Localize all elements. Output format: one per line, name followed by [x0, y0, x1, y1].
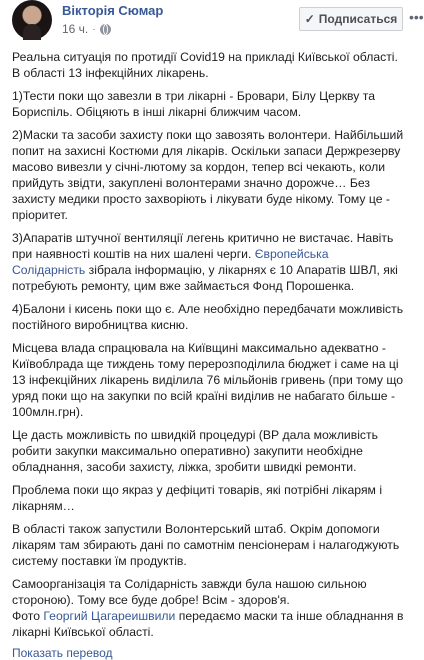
paragraph-deficit: Проблема поки що якраз у дефіциті товарів, які потрібні лікарям і лікарням… — [12, 483, 383, 513]
post-body — [12, 49, 407, 640]
meta-separator: · — [92, 23, 96, 35]
eurosolidarity-link[interactable]: Європейська Солідарність — [12, 247, 329, 277]
see-translation-link[interactable]: Показать перевод — [12, 646, 113, 660]
paragraph-closing — [12, 576, 405, 640]
paragraph-intro: Реальна ситуація по протидії Covid19 на прикладі Київської області. В області 13 інфекційних лікарень. — [12, 50, 398, 80]
author-name[interactable]: Вікторія Сюмар — [62, 3, 164, 18]
subscribe-label: Подписаться — [318, 12, 398, 26]
paragraph-ventilators-text-a: 3)Апаратів штучної вентиляції легень критично не вистачає. Навіть при наявності коштів на них шалені черги. — [12, 231, 394, 261]
post-header — [12, 0, 424, 44]
paragraph-closing-text-a: Самоорганізація та Солідарність завжди була нашою сильною стороною). Тому все буде добре! Всім - здоров'я. — [12, 577, 367, 607]
paragraph-closing-text-b: Фото — [12, 609, 44, 623]
more-options-icon[interactable]: ••• — [409, 9, 424, 25]
paragraph-volunteer-hq: В області також запустили Волонтерський штаб. Окрім допомоги лікарям там збирають дані по самотнім пенсіонерам і налагоджують систему поставки їм продуктів. — [12, 522, 400, 568]
check-icon: ✓ — [304, 12, 315, 26]
paragraph-ventilators — [12, 230, 405, 294]
subscribe-button[interactable] — [299, 7, 403, 31]
globe-icon[interactable] — [100, 24, 111, 35]
author-avatar[interactable] — [12, 0, 52, 40]
paragraph-masks: 2)Маски та засоби захисту поки що завозять волонтери. Найбільший попит на захисні Костюми для лікарів. Оскільки запаси Держрезерву масово вивезли у січні-лютому за кордон, тепер всі чекають, коли прийдуть звідти, закуплені волонтерами значно дорожче… Без захисту медики просто захворіють і лікувати буде нікому. Тому це - пріоритет. — [12, 128, 404, 222]
paragraph-local-authorities: Місцева влада спрацювала на Київщині максимально адекватно - Київоблрада ще тиждень тому перерозподілила бюджет і саме на ці 13 інфекційних лікарень виділила 76 мільйонів гривень (при тому що уряд поки що на закупки по всій країні виділив не набагато більше - 100млн.грн). — [12, 341, 404, 419]
paragraph-procedure: Це дасть можливість по швидкій процедурі (ВР дала можливість робити закупки максимально оперативно) закупити необхідне обладнання, засоби захисту, ліжка, зробити швидкі ремонти. — [12, 428, 378, 474]
post-timestamp[interactable]: 16 ч. — [62, 22, 89, 36]
photographer-link[interactable]: Георгий Цагареишвили — [43, 609, 176, 623]
paragraph-ventilators-text-b: зібрала інформацію, у лікарнях є 10 Апаратів ШВЛ, які потребують ремонту, цим вже займається Фонд Порошенка. — [12, 263, 398, 293]
paragraph-oxygen: 4)Балони і кисень поки що є. Але необхідно передбачати можливість постійного виробництва кисню. — [12, 302, 404, 332]
paragraph-tests: 1)Тести поки що завезли в три лікарні - Бровари, Білу Церкву та Бориспіль. Обіцяють в інші лікарні ближчим часом. — [12, 89, 375, 119]
post-meta — [62, 22, 111, 36]
paragraph-closing-text-c: передаємо маски та інше обладнання в лікарні Київської області. — [12, 609, 404, 639]
